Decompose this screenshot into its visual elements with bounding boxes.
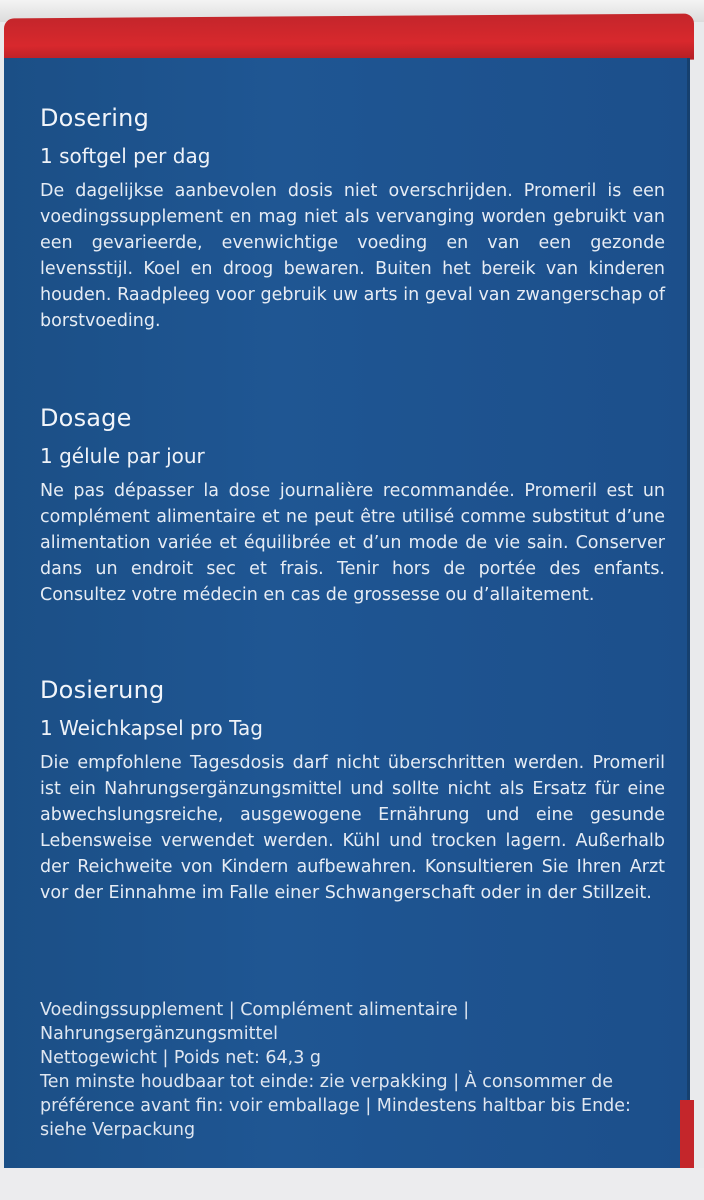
section-subtitle-french: 1 gélule par jour <box>40 444 205 468</box>
footer-best-before: Ten minste houdbaar tot einde: zie verpakking | À consommer de préférence avant fin: voir emballage | Mindestens haltbar bis Ende: siehe Verpackung <box>40 1072 631 1140</box>
section-french <box>40 400 665 672</box>
section-dutch <box>40 100 665 400</box>
section-body-german: Die empfohlene Tagesdosis darf nicht überschritten werden. Promeril ist ein Nahrungsergänzungsmittel und sollte nicht als Ersatz für eine abwechslungsreiche, ausgewogene Ernährung und eine gesunde Lebensweise verwendet werden. Kühl und trocken lagern. Außerhalb der Reichweite von Kindern aufbewahren. Konsultieren Sie Ihren Arzt vor der Einnahme im Falle einer Schwangerschaft oder in der Stillzeit. <box>40 753 665 903</box>
section-german <box>40 672 665 906</box>
section-subtitle-german: 1 Weichkapsel pro Tag <box>40 716 263 740</box>
section-title-french: Dosage <box>40 404 132 432</box>
section-body-dutch: De dagelijkse aanbevolen dosis niet overschrijden. Promeril is een voedingssupplement en mag niet als vervanging worden gebruikt van een gevarieerde, evenwichtige voeding en van een gezonde levensstijl. Koel en droog bewaren. Buiten het bereik van kinderen houden. Raadpleeg voor gebruik uw arts in geval van zwangerschap of borstvoeding. <box>40 181 665 331</box>
section-title-german: Dosierung <box>40 676 165 704</box>
section-title-dutch: Dosering <box>40 104 150 132</box>
red-top-band <box>4 14 694 65</box>
section-body-french: Ne pas dépasser la dose journalière recommandée. Promeril est un complément alimentaire et ne peut être utilisé comme substitut d’une alimentation variée et équilibrée et d’un mode de vie sain. Conserver dans un endroit sec et frais. Tenir hors de portée des enfants. Consultez votre médecin en cas de grossesse ou d’allaitement. <box>40 481 665 605</box>
footer-net-weight: Nettogewicht | Poids net: 64,3 g <box>40 1048 322 1068</box>
section-subtitle-dutch: 1 softgel per dag <box>40 144 211 168</box>
product-info-footer <box>40 998 670 1142</box>
dosage-content <box>40 100 665 906</box>
footer-product-type: Voedingssupplement | Complément alimentaire | Nahrungsergänzungsmittel <box>40 1000 470 1044</box>
red-corner-edge <box>680 1100 694 1170</box>
package-bottom-edge <box>0 1168 704 1200</box>
